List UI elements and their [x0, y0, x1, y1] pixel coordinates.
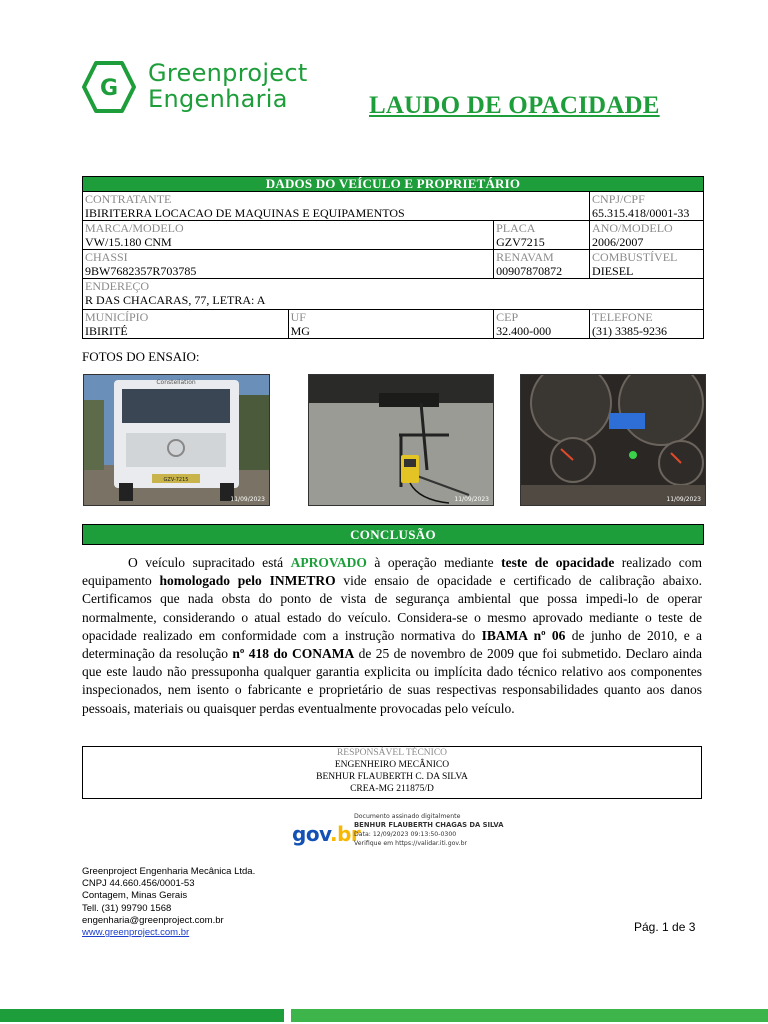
placa-cell [494, 221, 590, 250]
responsible-role: ENGENHEIRO MECÂNICO [334, 760, 450, 770]
combustivel-value: DIESEL [592, 264, 634, 278]
contratante-cell [83, 192, 590, 221]
renavam-label: RENAVAM [496, 250, 554, 264]
conclusion-part: de 25 de novembro de 2009 que foi submetido. Declaro ainda que este laudo não pressuponha qualquer garantia explicita ou implícita dado técnico relativo aos componentes inspecionados, nem isento o fabricante e proprietário de suas respectivas responsabilidades quanto aos danos pessoais, materiais ou quaisquer perdas eventualmente provocadas pelo veículo. [82, 646, 702, 716]
conclusion-part: à operação mediante [366, 555, 502, 570]
footer-city: Contagem, Minas Gerais [82, 890, 188, 902]
chassi-label: CHASSI [85, 250, 128, 264]
responsible-label: RESPONSÁVEL TÉCNICO [336, 748, 448, 758]
renavam-value: 00907870872 [496, 264, 563, 278]
footer-cnpj: CNPJ 44.660.456/0001-53 [82, 878, 195, 890]
footer-bar-left [0, 1009, 284, 1022]
cnpj-cell [590, 192, 704, 221]
signature-verify: Verifique em https://validar.iti.gov.br [354, 840, 468, 847]
endereco-label: ENDEREÇO [85, 279, 149, 293]
page-number: Pág. 1 de 3 [634, 920, 696, 934]
company-footer [82, 866, 255, 939]
placa-value: GZV7215 [496, 235, 545, 249]
photo-truck-front [83, 374, 270, 506]
truck-plate-text: GZV-7215 [163, 477, 189, 483]
signature-text [354, 812, 504, 848]
digital-signature [292, 812, 512, 858]
endereco-value: R DAS CHACARAS, 77, LETRA: A [85, 293, 266, 307]
conclusion-bold: nº 418 do CONAMA [232, 646, 355, 662]
footer-company: Greenproject Engenharia Mecânica Ltda. [82, 866, 256, 877]
conclusion-text [82, 554, 702, 718]
placa-label: PLACA [496, 221, 536, 235]
municipio-value: IBIRITÉ [85, 324, 128, 338]
cep-label: CEP [496, 310, 519, 324]
document-title: LAUDO DE OPACIDADE [369, 92, 660, 119]
photo-date-stamp: 11/09/2023 [666, 496, 701, 503]
endereco-cell [83, 279, 704, 310]
vehicle-table-header: DADOS DO VEÍCULO E PROPRIETÁRIO [83, 177, 704, 192]
marca-label: MARCA/MODELO [85, 221, 184, 235]
responsible-technician-box [82, 746, 702, 799]
govbr-logo-gov: gov [292, 822, 330, 846]
photo-date-stamp: 11/09/2023 [230, 496, 265, 503]
ano-label: ANO/MODELO [592, 221, 673, 235]
photos-label: FOTOS DO ENSAIO: [82, 349, 200, 364]
uf-value: MG [290, 324, 310, 338]
dashboard-image [521, 375, 705, 505]
signature-line-1: Documento assinado digitalmente [354, 813, 461, 820]
govbr-logo [292, 822, 360, 846]
conclusion-bold: homologado pelo INMETRO [159, 573, 336, 589]
responsible-crea: CREA-MG 211875/D [350, 784, 434, 794]
cnpj-value: 65.315.418/0001-33 [592, 206, 690, 220]
conclusion-part: de junho de 2010, e a determinação da resolução [82, 627, 702, 662]
telefone-cell [590, 310, 704, 339]
uf-label: UF [290, 310, 306, 324]
telefone-label: TELEFONE [592, 310, 653, 324]
truck-model-text: Constellation [156, 379, 196, 386]
photo-date-stamp: 11/09/2023 [454, 496, 489, 503]
approved-status: APROVADO [290, 555, 367, 570]
opacimeter-image [309, 375, 493, 505]
vehicle-owner-table [82, 176, 704, 339]
photo-dashboard [520, 374, 706, 506]
marca-cell [83, 221, 494, 250]
cep-cell [494, 310, 590, 339]
conclusion-bold: teste de opacidade [501, 555, 615, 570]
footer-email: engenharia@greenproject.com.br [82, 914, 224, 926]
truck-image [84, 375, 269, 505]
footer-phone: Tell. (31) 99790 1568 [82, 902, 172, 914]
municipio-label: MUNICÍPIO [85, 310, 149, 324]
contratante-label: CONTRATANTE [85, 192, 172, 206]
chassi-cell [83, 250, 494, 279]
conclusion-part: vide ensaio de opacidade e certificado de calibração abaixo. Certificamos que nada obsta do ponto de vista de segurança ambiental que possa impedi-lo de operar normalmente, considerando o atual estado do veículo. Considera-se o mesmo aprovado mediante o teste de opacidade realizado em conformidade com a instrução normativa do [82, 573, 703, 643]
telefone-value: (31) 3385-9236 [592, 324, 668, 338]
ano-value: 2006/2007 [592, 235, 644, 249]
conclusion-part: realizado com equipamento [82, 555, 702, 589]
footer-bar-right [291, 1009, 768, 1022]
company-logo [82, 60, 352, 115]
conclusion-header: CONCLUSÃO [82, 524, 704, 545]
brand-line-1: Greenproject [148, 59, 308, 87]
conclusion-bold: IBAMA nº 06 [481, 627, 566, 643]
conclusion-part: O veículo supracitado está [128, 555, 291, 570]
uf-cell [288, 310, 494, 339]
cnpj-label: CNPJ/CPF [592, 192, 645, 206]
cep-value: 32.400-000 [496, 324, 552, 338]
marca-value: VW/15.180 CNM [85, 235, 172, 249]
logo-letter: G [99, 76, 119, 101]
brand-line-2: Engenharia [148, 85, 288, 113]
contratante-value: IBIRITERRA LOCACAO DE MAQUINAS E EQUIPAMENTOS [85, 206, 405, 220]
municipio-cell [83, 310, 289, 339]
combustivel-cell [590, 250, 704, 279]
ano-cell [590, 221, 704, 250]
signature-date: Data: 12/09/2023 09:13:50-0300 [354, 831, 457, 838]
signature-signer: BENHUR FLAUBERTH CHAGAS DA SILVA [354, 821, 504, 829]
govbr-logo-br: .br [329, 822, 361, 846]
chassi-value: 9BW7682357R703785 [85, 264, 197, 278]
responsible-name: BENHUR FLAUBERTH C. DA SILVA [316, 772, 468, 782]
photo-opacimeter [308, 374, 494, 506]
combustivel-label: COMBUSTÍVEL [592, 250, 678, 264]
footer-website-link[interactable]: www.greenproject.com.br [82, 927, 190, 939]
brand-name [148, 60, 308, 112]
hexagon-logo-icon [82, 60, 136, 114]
renavam-cell [494, 250, 590, 279]
